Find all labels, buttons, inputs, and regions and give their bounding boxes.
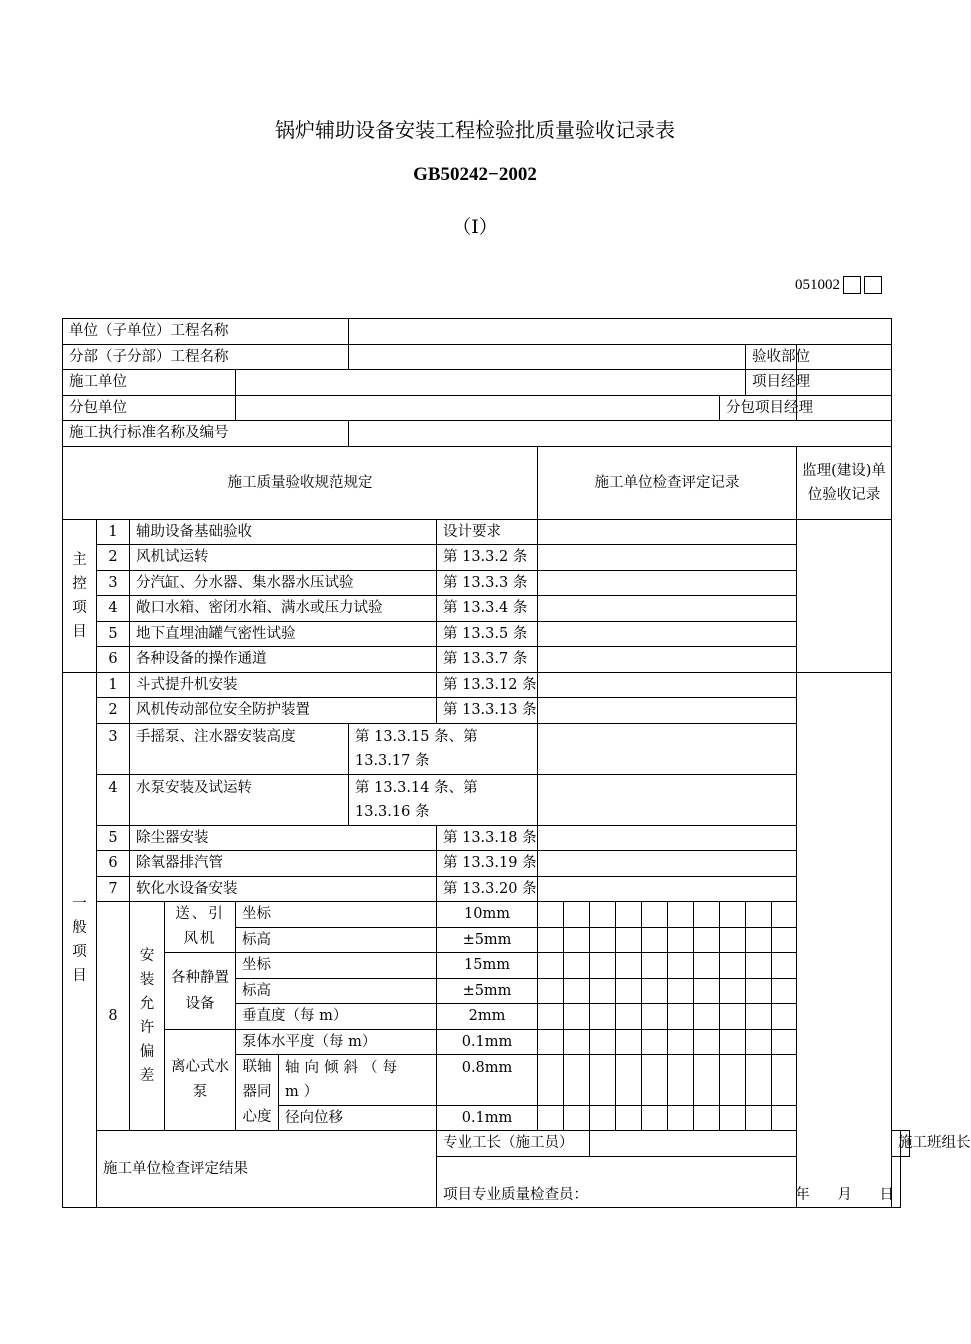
- measure-cell[interactable]: [668, 902, 694, 928]
- item-name: 斗式提升机安装: [130, 672, 437, 698]
- item-clause: 第 13.3.5 条: [437, 621, 538, 647]
- measure-cell[interactable]: [616, 902, 642, 928]
- inspector-label: 项目专业质量检查员：: [443, 1186, 588, 1203]
- label-acceptance-part: 验收部位: [746, 344, 797, 370]
- item-no: 5: [97, 621, 130, 647]
- fan-label: 送、引风机: [165, 902, 236, 953]
- coupling-label: 联轴器同心度: [236, 1055, 279, 1131]
- measure-cell[interactable]: [746, 953, 772, 979]
- label-construction-unit: 施工单位: [63, 370, 236, 396]
- field-standard-name[interactable]: [349, 421, 892, 447]
- measure-cell[interactable]: [720, 1004, 746, 1030]
- tolerance: ±5mm: [437, 927, 538, 953]
- measure-cell[interactable]: [694, 927, 720, 953]
- label-subcontract-manager: 分包项目经理: [720, 395, 797, 421]
- result-label: 施工单位检查评定结果: [97, 1131, 437, 1208]
- tolerance: 0.8mm: [437, 1055, 538, 1106]
- measure-cell[interactable]: [616, 1004, 642, 1030]
- supervisor-cell[interactable]: [797, 519, 892, 672]
- measure-cell[interactable]: [642, 1055, 668, 1106]
- tolerance: 2mm: [437, 1004, 538, 1030]
- item-clause: 第 13.3.4 条: [437, 596, 538, 622]
- measure-cell[interactable]: [564, 927, 590, 953]
- measure-cell[interactable]: [772, 978, 797, 1004]
- item-name: 水泵安装及试运转: [130, 774, 349, 825]
- label-subcontractor: 分包单位: [63, 395, 236, 421]
- item-no: 1: [97, 672, 130, 698]
- measure-cell[interactable]: [590, 1055, 616, 1106]
- form-title: 锅炉辅助设备安装工程检验批质量验收记录表: [275, 118, 675, 142]
- item-no: 4: [97, 774, 130, 825]
- measure-cell[interactable]: [746, 1029, 772, 1055]
- measure-cell[interactable]: [616, 1105, 642, 1131]
- item-name: 风机传动部位安全防护装置: [130, 698, 437, 724]
- pump-label: 离心式水泵: [165, 1029, 236, 1131]
- sub-item: 泵体水平度（每 m）: [236, 1029, 437, 1055]
- item-clause: 第 13.3.15 条、第 13.3.17 条: [349, 723, 538, 774]
- sub-item: 垂直度（每 m）: [236, 1004, 437, 1030]
- measure-cell[interactable]: [538, 902, 564, 928]
- field-acceptance-part[interactable]: [797, 344, 892, 370]
- code-box[interactable]: [864, 276, 882, 294]
- measure-cell[interactable]: [772, 953, 797, 979]
- measure-cell[interactable]: [642, 978, 668, 1004]
- measure-cell[interactable]: [746, 1004, 772, 1030]
- check-record-cell[interactable]: [538, 698, 797, 724]
- measure-cell[interactable]: [616, 1055, 642, 1106]
- sub-item: 轴向倾斜（每 m）: [279, 1055, 437, 1106]
- form-code-text: 051002: [795, 277, 840, 293]
- measure-cell[interactable]: [642, 902, 668, 928]
- year-label: 年: [795, 1186, 810, 1203]
- check-record-cell[interactable]: [538, 851, 797, 877]
- measure-cell[interactable]: [590, 1029, 616, 1055]
- check-record-cell[interactable]: [538, 647, 797, 673]
- tolerance: 0.1mm: [437, 1029, 538, 1055]
- item-clause: 第 13.3.7 条: [437, 647, 538, 673]
- check-record-cell[interactable]: [538, 825, 797, 851]
- measure-cell[interactable]: [746, 902, 772, 928]
- measure-cell[interactable]: [694, 1029, 720, 1055]
- label-project-manager: 项目经理: [746, 370, 797, 396]
- measure-cell[interactable]: [668, 953, 694, 979]
- col-header-supervisor: 监理(建设)单位验收记录: [797, 446, 892, 519]
- item-clause: 第 13.3.2 条: [437, 545, 538, 571]
- check-record-cell[interactable]: [538, 774, 797, 825]
- measure-cell[interactable]: [642, 953, 668, 979]
- measure-cell[interactable]: [668, 927, 694, 953]
- measure-cell[interactable]: [616, 978, 642, 1004]
- measure-cell[interactable]: [538, 1105, 564, 1131]
- deviation-group-text: 安装允许偏差: [139, 948, 155, 1084]
- sub-item: 标高: [236, 978, 437, 1004]
- item-clause: 第 13.3.19 条: [437, 851, 538, 877]
- measure-cell[interactable]: [668, 978, 694, 1004]
- measure-cell[interactable]: [694, 978, 720, 1004]
- date-fields: [795, 1183, 894, 1207]
- sub-item: 标高: [236, 927, 437, 953]
- item-clause: 设计要求: [437, 519, 538, 545]
- measure-cell[interactable]: [746, 1105, 772, 1131]
- field-construction-unit[interactable]: [236, 370, 746, 396]
- measure-cell[interactable]: [668, 1004, 694, 1030]
- measure-cell[interactable]: [746, 978, 772, 1004]
- tolerance: 0.1mm: [437, 1105, 538, 1131]
- measure-cell[interactable]: [538, 927, 564, 953]
- tolerance: 10mm: [437, 902, 538, 928]
- code-box[interactable]: [843, 276, 861, 294]
- foreman-label: 专业工长（施工员）: [437, 1131, 590, 1157]
- item-no: 6: [97, 851, 130, 877]
- measure-cell[interactable]: [772, 1004, 797, 1030]
- main-items-label-text: 主控项目: [72, 551, 87, 640]
- item-name: 地下直埋油罐气密性试验: [130, 621, 437, 647]
- item-clause: 第 13.3.20 条: [437, 876, 538, 902]
- item-name: 各种设备的操作通道: [130, 647, 437, 673]
- tolerance: ±5mm: [437, 978, 538, 1004]
- sub-item: 径向位移: [279, 1105, 437, 1131]
- measure-cell[interactable]: [564, 1029, 590, 1055]
- item-clause: 第 13.3.12 条: [437, 672, 538, 698]
- measure-cell[interactable]: [720, 1105, 746, 1131]
- item-name: 分汽缸、分水器、集水器水压试验: [130, 570, 437, 596]
- check-record-cell[interactable]: [538, 519, 797, 545]
- measure-cell[interactable]: [538, 1029, 564, 1055]
- item-name: 辅助设备基础验收: [130, 519, 437, 545]
- field-project-manager[interactable]: [797, 370, 892, 396]
- supervisor-cell[interactable]: [797, 672, 892, 1207]
- measure-cell[interactable]: [616, 1029, 642, 1055]
- measure-cell[interactable]: [564, 1004, 590, 1030]
- foreman-field[interactable]: [590, 1131, 797, 1157]
- label-sub-project: 分部（子分部）工程名称: [63, 344, 349, 370]
- general-items-label: [63, 672, 97, 1207]
- measure-cell[interactable]: [590, 1004, 616, 1030]
- item-clause: 第 13.3.3 条: [437, 570, 538, 596]
- item-name: 风机试运转: [130, 545, 437, 571]
- form-code: [795, 276, 882, 294]
- general-items-label-text: 一般项目: [72, 895, 87, 984]
- item-clause: 第 13.3.14 条、第 13.3.16 条: [349, 774, 538, 825]
- measure-cell[interactable]: [590, 953, 616, 979]
- measure-cell[interactable]: [772, 927, 797, 953]
- measure-cell[interactable]: [590, 902, 616, 928]
- measure-cell[interactable]: [720, 902, 746, 928]
- measure-cell[interactable]: [642, 1004, 668, 1030]
- item-no: 2: [97, 698, 130, 724]
- check-record-cell[interactable]: [538, 672, 797, 698]
- day-label: 日: [879, 1186, 894, 1203]
- static-equipment-label: 各种静置设备: [165, 953, 236, 1030]
- item-no: 4: [97, 596, 130, 622]
- check-record-cell[interactable]: [538, 723, 797, 774]
- check-record-cell[interactable]: [538, 570, 797, 596]
- item-name: 除氧器排汽管: [130, 851, 437, 877]
- measure-cell[interactable]: [694, 1055, 720, 1106]
- measure-cell[interactable]: [668, 1105, 694, 1131]
- measure-cell[interactable]: [720, 1055, 746, 1106]
- check-record-cell[interactable]: [538, 621, 797, 647]
- measure-cell[interactable]: [590, 927, 616, 953]
- measure-cell[interactable]: [720, 953, 746, 979]
- item-no: 5: [97, 825, 130, 851]
- measure-cell[interactable]: [694, 1004, 720, 1030]
- measure-cell[interactable]: [564, 978, 590, 1004]
- measure-cell[interactable]: [590, 978, 616, 1004]
- item-name: 除尘器安装: [130, 825, 437, 851]
- col-header-check-record: 施工单位检查评定记录: [538, 446, 797, 519]
- measure-cell[interactable]: [538, 1004, 564, 1030]
- inspector-row[interactable]: [437, 1156, 901, 1207]
- standard-code: GB50242−2002: [413, 164, 537, 185]
- measure-cell[interactable]: [694, 953, 720, 979]
- sub-item: 坐标: [236, 953, 437, 979]
- item-no: 3: [97, 723, 130, 774]
- item-name: 敞口水箱、密闭水箱、满水或压力试验: [130, 596, 437, 622]
- measure-cell[interactable]: [772, 1055, 797, 1106]
- check-record-cell[interactable]: [538, 545, 797, 571]
- month-label: 月: [837, 1186, 852, 1203]
- measure-cell[interactable]: [616, 927, 642, 953]
- measure-cell[interactable]: [694, 1105, 720, 1131]
- measure-cell[interactable]: [564, 1105, 590, 1131]
- measure-cell[interactable]: [668, 1055, 694, 1106]
- item-no: 6: [97, 647, 130, 673]
- measure-cell[interactable]: [746, 1055, 772, 1106]
- field-sub-project[interactable]: [349, 344, 746, 370]
- main-items-label: [63, 519, 97, 672]
- sub-item: 坐标: [236, 902, 437, 928]
- item-no: 7: [97, 876, 130, 902]
- item-name: 手摇泵、注水器安装高度: [130, 723, 349, 774]
- measure-cell[interactable]: [564, 1055, 590, 1106]
- measure-cell[interactable]: [694, 902, 720, 928]
- measure-cell[interactable]: [746, 927, 772, 953]
- measure-cell[interactable]: [772, 902, 797, 928]
- measure-cell[interactable]: [668, 1029, 694, 1055]
- col-header-spec: 施工质量验收规范规定: [63, 446, 538, 519]
- measure-cell[interactable]: [772, 1105, 797, 1131]
- item-clause: 第 13.3.13 条: [437, 698, 538, 724]
- field-unit-project[interactable]: [349, 319, 892, 345]
- tolerance: 15mm: [437, 953, 538, 979]
- item-name: 软化水设备安装: [130, 876, 437, 902]
- check-record-cell[interactable]: [538, 596, 797, 622]
- item-no: 2: [97, 545, 130, 571]
- team-leader-text: 施工班组长: [898, 1135, 971, 1152]
- measure-cell[interactable]: [538, 978, 564, 1004]
- field-subcontractor[interactable]: [236, 395, 720, 421]
- item-no: 1: [97, 519, 130, 545]
- inspector-line: [443, 1183, 894, 1207]
- label-standard-name: 施工执行标准名称及编号: [63, 421, 349, 447]
- label-unit-project: 单位（子单位）工程名称: [63, 319, 349, 345]
- deviation-group-label: [130, 902, 165, 1131]
- item-clause: 第 13.3.18 条: [437, 825, 538, 851]
- measure-cell[interactable]: [590, 1105, 616, 1131]
- measure-cell[interactable]: [564, 902, 590, 928]
- inspection-form: [62, 318, 971, 1208]
- team-leader-label: [892, 1131, 971, 1157]
- measure-cell[interactable]: [772, 1029, 797, 1055]
- item-no: 8: [97, 902, 130, 1131]
- measure-cell[interactable]: [616, 953, 642, 979]
- measure-cell[interactable]: [642, 1029, 668, 1055]
- measure-cell[interactable]: [538, 1055, 564, 1106]
- item-no: 3: [97, 570, 130, 596]
- measure-cell[interactable]: [538, 953, 564, 979]
- measure-cell[interactable]: [642, 927, 668, 953]
- measure-cell[interactable]: [564, 953, 590, 979]
- check-record-cell[interactable]: [538, 876, 797, 902]
- measure-cell[interactable]: [642, 1105, 668, 1131]
- measure-cell[interactable]: [720, 978, 746, 1004]
- section-label: （Ⅰ）: [452, 216, 498, 238]
- measure-cell[interactable]: [720, 1029, 746, 1055]
- measure-cell[interactable]: [720, 927, 746, 953]
